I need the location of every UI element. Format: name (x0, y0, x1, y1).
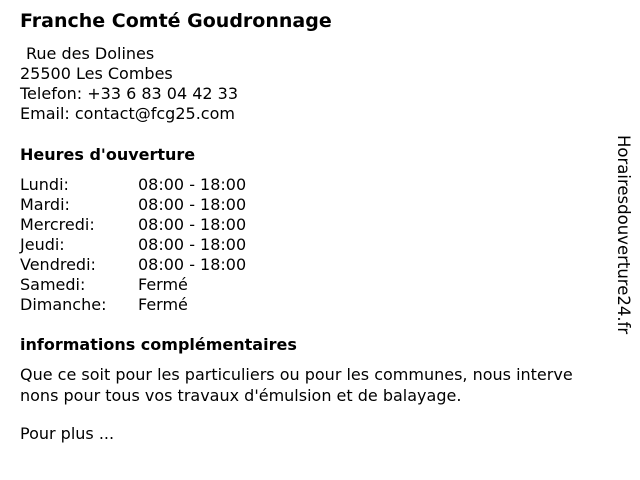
day-label: Mercredi: (20, 215, 95, 234)
info-heading: informations complémentaires (20, 335, 297, 354)
hours-row-monday (20, 175, 246, 195)
additional-info (20, 365, 625, 463)
day-hours: 08:00 - 18:00 (138, 195, 247, 214)
day-hours: Fermé (138, 295, 188, 314)
read-more-text: Pour plus ... (20, 424, 115, 443)
hours-row-thursday (20, 235, 246, 255)
site-watermark: Horairesdouverture24.fr (614, 135, 633, 335)
day-label: Lundi: (20, 175, 69, 194)
email-address: Email: contact@fcg25.com (20, 104, 235, 123)
day-hours: 08:00 - 18:00 (138, 175, 247, 194)
day-label: Dimanche: (20, 295, 107, 314)
hours-row-sunday (20, 295, 246, 315)
city-address: 25500 Les Combes (20, 64, 173, 83)
phone-number: Telefon: +33 6 83 04 42 33 (20, 84, 239, 103)
day-hours: 08:00 - 18:00 (138, 235, 247, 254)
day-hours: Fermé (138, 275, 188, 294)
hours-row-saturday (20, 275, 246, 295)
day-hours: 08:00 - 18:00 (138, 255, 247, 274)
hours-row-friday (20, 255, 246, 275)
day-hours: 08:00 - 18:00 (138, 215, 247, 234)
day-label: Jeudi: (20, 235, 65, 254)
info-description (20, 365, 625, 406)
hours-heading: Heures d'ouverture (20, 145, 196, 164)
address-block (20, 44, 238, 124)
day-label: Samedi: (20, 275, 86, 294)
day-label: Mardi: (20, 195, 70, 214)
info-line: nons pour tous vos travaux d'émulsion et de balayage. (20, 385, 462, 405)
street-address: Rue des Dolines (26, 44, 155, 63)
business-name: Franche Comté Goudronnage (20, 10, 332, 32)
hours-row-tuesday (20, 195, 246, 215)
hours-row-wednesday (20, 215, 246, 235)
day-label: Vendredi: (20, 255, 96, 274)
info-line: Que ce soit pour les particuliers ou pour les communes, nous interve (20, 365, 573, 384)
opening-hours-table (20, 175, 246, 315)
